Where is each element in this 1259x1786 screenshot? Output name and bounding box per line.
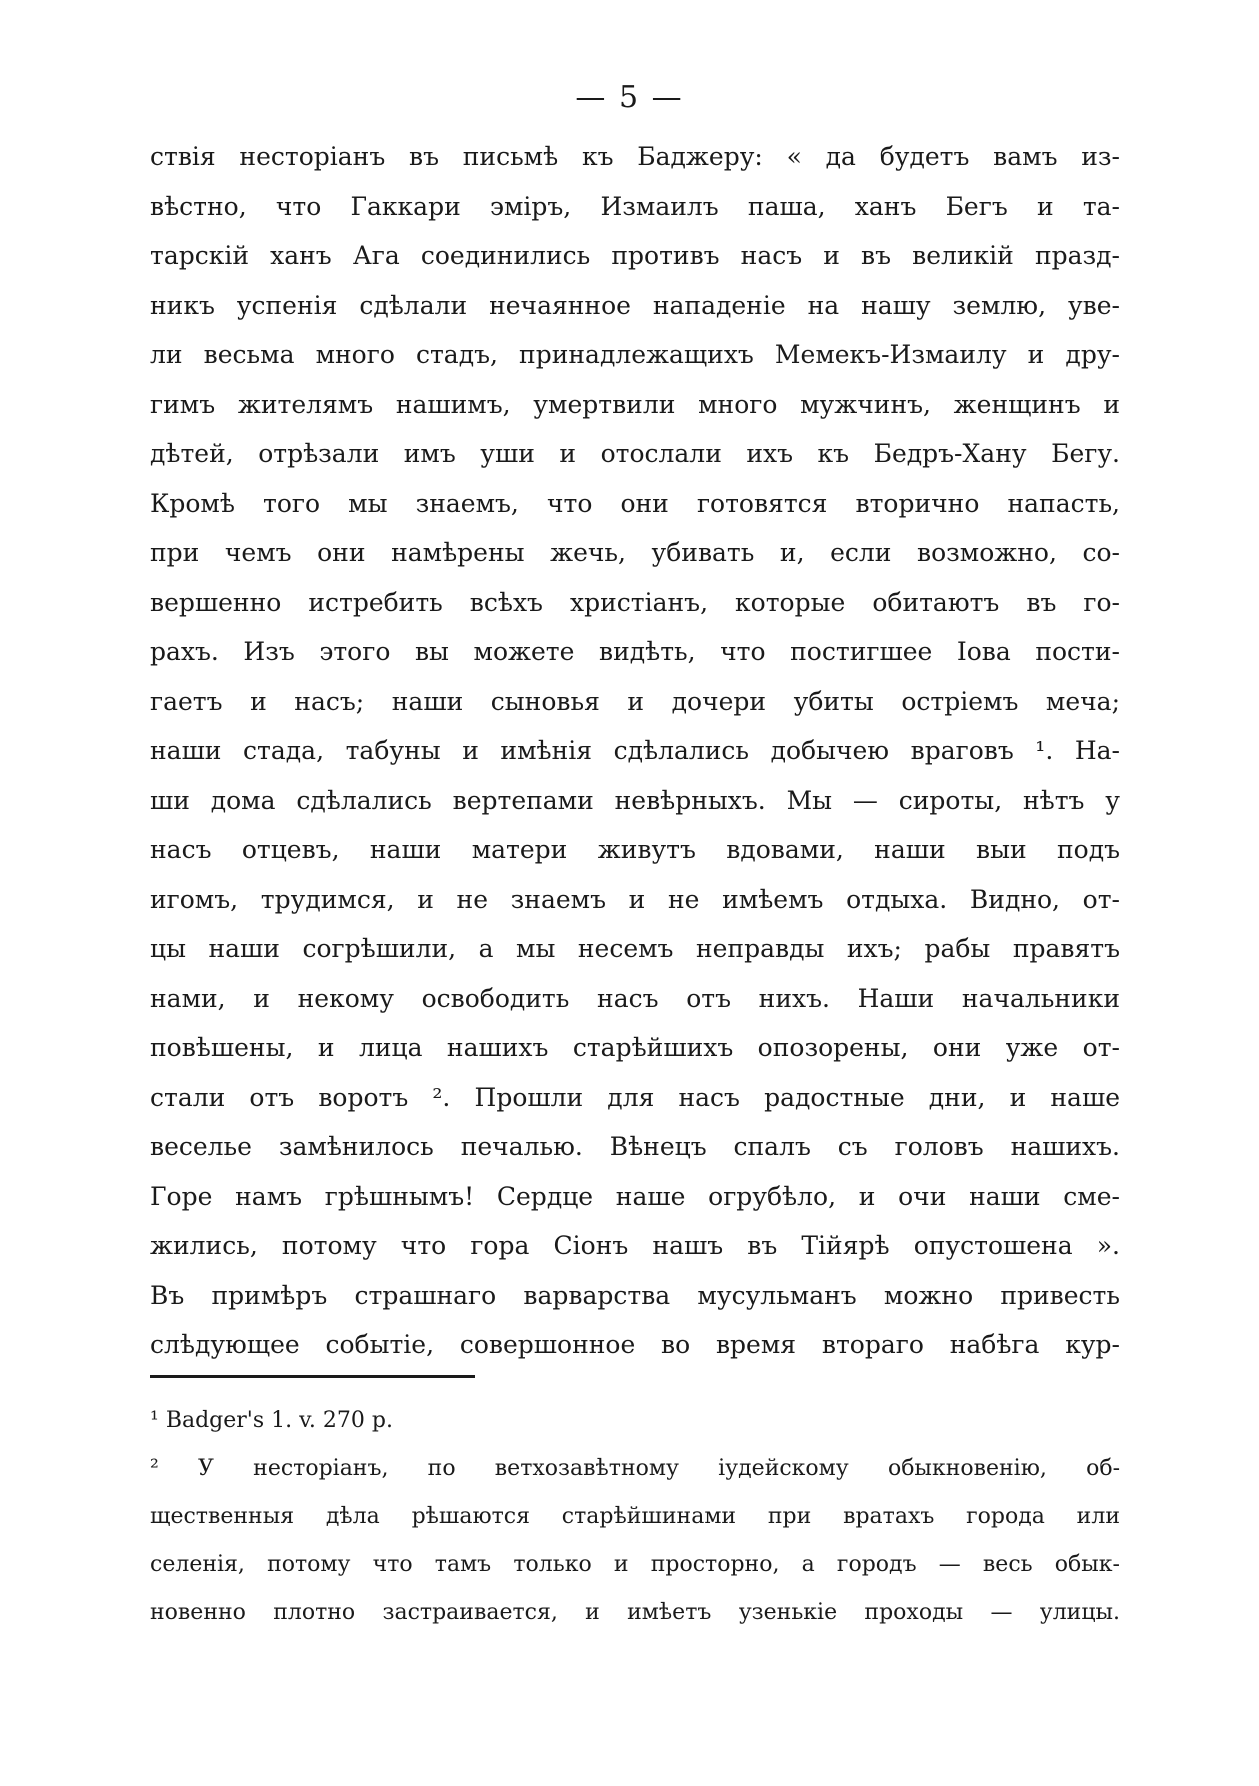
- footnote-2-line: новенно плотно застраивается, и имѣетъ узенькіе проходы — улицы.: [150, 1600, 1120, 1625]
- text-line: вѣстно, что Гаккари эміръ, Измаилъ паша, ханъ Бегъ и та-: [150, 191, 1120, 221]
- text-line: гимъ жителямъ нашимъ, умертвили много мужчинъ, женщинъ и: [150, 389, 1120, 419]
- text-line: стали отъ воротъ ². Прошли для насъ радостные дни, и наше: [150, 1082, 1120, 1112]
- text-line: повѣшены, и лица нашихъ старѣйшихъ опозорены, они уже от-: [150, 1033, 1120, 1062]
- footnotes: [150, 1397, 1120, 1637]
- text-line: ши дома сдѣлались вертепами невѣрныхъ. Мы — сироты, нѣтъ у: [150, 785, 1120, 815]
- page-number: — 5 —: [575, 80, 684, 115]
- text-line: слѣдующее событіе, совершонное во время втораго набѣга кур-: [150, 1330, 1120, 1359]
- text-line: наши стада, табуны и имѣнія сдѣлались добычею враговъ ¹. На-: [150, 736, 1120, 765]
- text-line: гаетъ и насъ; наши сыновья и дочери убиты остріемъ меча;: [150, 686, 1120, 716]
- text-line: жились, потому что гора Сіонъ нашъ въ Тійярѣ опустошена ».: [150, 1231, 1120, 1260]
- text-line: веселье замѣнилось печалью. Вѣнецъ спалъ съ головъ нашихъ.: [150, 1132, 1120, 1161]
- footnote-divider: [150, 1375, 475, 1378]
- text-line: цы наши согрѣшили, а мы несемъ неправды ихъ; рабы правятъ: [150, 934, 1120, 963]
- text-line: вершенно истребить всѣхъ христіанъ, которые обитаютъ въ го-: [150, 587, 1120, 617]
- text-line: Горе намъ грѣшнымъ! Сердце наше огрубѣло, и очи наши сме-: [150, 1181, 1120, 1211]
- text-line: насъ отцевъ, наши матери живутъ вдовами, наши выи подъ: [150, 835, 1120, 864]
- text-line: дѣтей, отрѣзали имъ уши и отослали ихъ къ Бедръ-Хану Бегу.: [150, 439, 1120, 468]
- text-line: никъ успенія сдѣлали нечаянное нападеніе на нашу землю, уве-: [150, 290, 1120, 320]
- text-line: ствія несторіанъ въ письмѣ къ Баджеру: « да будетъ вамъ из-: [150, 142, 1120, 171]
- footnote-1: ¹ Badger's 1. v. 270 p.: [150, 1408, 393, 1433]
- text-line: Въ примѣръ страшнаго варварства мусульманъ можно привесть: [150, 1280, 1120, 1310]
- text-line: игомъ, трудимся, и не знаемъ и не имѣемъ отдыха. Видно, от-: [150, 884, 1120, 914]
- footnote-2-line: щественныя дѣла рѣшаются старѣйшинами при вратахъ города или: [150, 1504, 1120, 1529]
- text-line: Кромѣ того мы знаемъ, что они готовятся вторично напасть,: [150, 488, 1120, 518]
- text-line: нами, и некому освободить насъ отъ нихъ. Наши начальники: [150, 983, 1120, 1013]
- text-line: тарскій ханъ Ага соединились противъ насъ и въ великій празд-: [150, 241, 1120, 270]
- text-line: при чемъ они намѣрены жечь, убивать и, если возможно, со-: [150, 538, 1120, 567]
- text-line: рахъ. Изъ этого вы можете видѣть, что постигшее Іова пости-: [150, 637, 1120, 666]
- main-text: [150, 132, 1120, 1370]
- footnote-2-line: селенія, потому что тамъ только и просторно, а городъ — весь обык-: [150, 1552, 1120, 1577]
- footnote-2-line: ² У несторіанъ, по ветхозавѣтному іудейскому обыкновенію, об-: [150, 1456, 1120, 1481]
- text-line: ли весьма много стадъ, принадлежащихъ Мемекъ-Измаилу и дру-: [150, 340, 1120, 369]
